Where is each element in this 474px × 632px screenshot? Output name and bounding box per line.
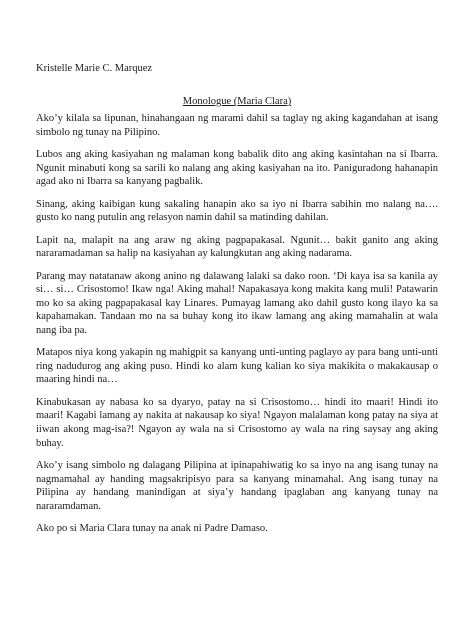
paragraph-5: Parang may natatanaw akong anino ng dalawang lalaki sa dako roon. ‘Di kaya isa sa kanila ay si… si… Crisostomo! Ikaw nga! Aking mahal! Napakasaya kong makita kang muli! Patawarin mo ko sa aking pagpapakasal kay Linares. Pumayag lamang ako dahil gusto kong ilayo ka sa kapahamakan. Tandaan mo na sa buhay kong ito ikaw lamang ang aking mamahalin at wala nang iba pa. (36, 270, 438, 336)
paragraph-9: Ako po si Maria Clara tunay na anak ni Padre Damaso. (36, 523, 268, 535)
paragraph-2: Lubos ang aking kasiyahan ng malaman kong babalik dito ang aking kasintahan na si Ibarra. Ngunit minabuti kong sa sarili ko nalang ang aking kasiyahan na ito. Paniguradong hahanapin agad ako ni Ibarra sa kanyang pagbalik. (36, 148, 438, 188)
paragraph-4: Lapit na, malapit na ang araw ng aking pagpapakasal. Ngunit… bakit ganito ang aking nararamadaman sa halip na kasiyahan ay kalungkutan ang aking nadarama. (36, 234, 438, 260)
document-body (36, 112, 438, 545)
paragraph-3: Sinang, aking kaibigan kung sakaling hanapin ako sa iyo ni Ibarra sabihin mo nalang na…. gusto ko nang putulin ang relasyon namin dahil sa matinding dahilan. (36, 198, 438, 224)
paragraph-1: Ako’y kilala sa lipunan, hinahangaan ng marami dahil sa taglay ng aking kagandahan at isang simbolo ng tunay na Pilipino. (36, 113, 438, 138)
document-title: Monologue (Maria Clara) (182, 96, 292, 107)
author-name: Kristelle Marie C. Marquez (36, 63, 153, 74)
paragraph-7: Kinabukasan ay nabasa ko sa dyaryo, patay na si Crisostomo… hindi ito maari! Hindi ito maari! Kagabi lamang ay nakita at nakausap ko siya! Ngayon malalaman kong patay na siya at iiwan akong mag-isa?! Ngayon ay wala na si Crisostomo ay wala na ring saysay ang aking buhay. (36, 396, 438, 449)
paragraph-8: Ako’y isang simbolo ng dalagang Pilipina at ipinapahiwatig ko sa inyo na ang isang tunay na nagmamahal ay handing magsakripisyo para sa kanyang minamahal. Ang isang tunay na Pilipina ay handang manindigan at siya’y handang ipaglaban ang kanyang tunay na nararamdaman. (36, 460, 438, 512)
paragraph-6: Matapos niya kong yakapin ng mahigpit sa kanyang unti-unting paglayo ay para bang unti-unti ring nadudurog ang aking puso. Hindi ko alam kung kalian ko siya makikita o makakausap o maaring hindi na… (36, 347, 438, 386)
